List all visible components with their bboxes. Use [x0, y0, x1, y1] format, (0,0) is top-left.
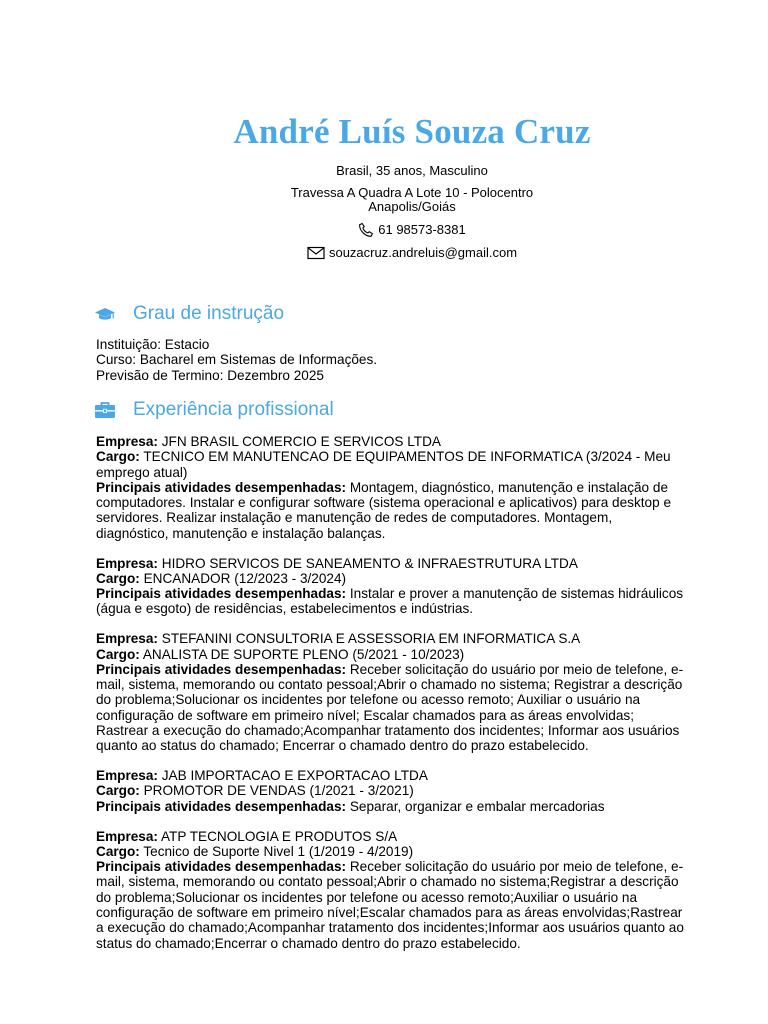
company-label: Empresa: — [96, 434, 158, 449]
experience-title: Experiência profissional — [133, 399, 334, 420]
graduation-cap-icon — [94, 304, 120, 324]
activities-label: Principais atividades desempenhadas: — [96, 479, 347, 495]
job-activities-line — [96, 480, 686, 541]
job-activities: Instalar e prover a manutenção de sistemas hidráulicos (água e esgoto) de residências, estabelecimentos e indústrias. — [96, 586, 684, 617]
phone-row — [28, 222, 768, 241]
job-role-line — [96, 783, 686, 798]
job-role-line — [96, 844, 686, 859]
role-label: Cargo: — [96, 843, 140, 859]
activities-label: Principais atividades desempenhadas: — [96, 586, 347, 602]
job-role: ANALISTA DE SUPORTE PLENO (5/2021 - 10/2023) — [142, 646, 465, 662]
job-activities: Separar, organizar e embalar mercadorias — [349, 798, 605, 814]
candidate-name: André Luís Souza Cruz — [233, 112, 591, 151]
job-role: TECNICO EM MANUTENCAO DE EQUIPAMENTOS DE INFORMATICA (3/2024 - Meu emprego atual) — [96, 449, 671, 480]
education-completion: Previsão de Termino: Dezembro 2025 — [96, 367, 324, 383]
job-company: HIDRO SERVICOS DE SANEAMENTO & INFRAESTRUTURA LTDA — [161, 555, 578, 571]
job-role: ENCANADOR (12/2023 - 3/2024) — [143, 570, 347, 586]
job-role-line — [96, 449, 686, 480]
activities-label: Principais atividades desempenhadas: — [96, 859, 347, 875]
job-role-line — [96, 647, 686, 662]
education-details — [96, 337, 686, 383]
job-activities: Receber solicitação do usuário por meio de telefone, e-mail, sistema, memorando ou contato pessoal;Abrir o chamado no sistema;Registrar a descrição do problema;Solucionar os incidentes por telefone ou acesso remoto;Auxiliar o usuário na configuração de software em primeiro nível;Escalar chamados para as áreas envolvidas;Rastrear a execução do chamado;Acompanhar tratamento dos incidentes;Informar aos usuários quanto ao status do chamado;Encerrar o chamado dentro do prazo estabelecido. — [96, 859, 684, 951]
job-company-line — [96, 768, 686, 783]
job-role-line — [96, 571, 686, 586]
email-address[interactable]: souzacruz.andreluis@gmail.com — [328, 245, 518, 260]
company-label: Empresa: — [96, 555, 158, 571]
activities-label: Principais atividades desempenhadas: — [96, 798, 347, 814]
job-company-line — [96, 556, 686, 571]
job-company: JAB IMPORTACAO E EXPORTACAO LTDA — [161, 768, 428, 784]
role-label: Cargo: — [96, 646, 140, 662]
job-company-line — [96, 434, 686, 449]
job-role: PROMOTOR DE VENDAS (1/2021 - 3/2021) — [143, 783, 414, 799]
phone-number[interactable]: 61 98573-8381 — [378, 222, 466, 237]
job-activities: Receber solicitação do usuário por meio de telefone, e-mail, sistema, memorando ou contato pessoal;Abrir o chamado no sistema; Registrar a descrição do problema;Solucionar os incidentes por telefone ou acesso remoto; Auxiliar o usuário na configuração de software em primeiro nível; Escalar chamados para as áreas envolvidas; Rastrear a execução do chamado;Acompanhar tratamento dos incidentes; Informar aos usuários quanto ao status do chamado; Encerrar o chamado dentro do prazo estabelecido. — [96, 661, 684, 754]
company-label: Empresa: — [96, 828, 158, 844]
company-label: Empresa: — [96, 631, 158, 647]
job-company-line — [96, 829, 686, 844]
job-activities-line — [96, 586, 686, 617]
briefcase-icon — [94, 400, 120, 420]
email-row — [28, 246, 768, 263]
experience-list — [96, 434, 686, 965]
personal-info: Brasil, 35 anos, Masculino — [336, 163, 488, 178]
job-activities-line — [96, 859, 686, 951]
job-entry — [96, 434, 686, 541]
education-course: Curso: Bacharel em Sistemas de Informações. — [96, 352, 378, 368]
phone-icon — [358, 222, 374, 238]
role-label: Cargo: — [96, 449, 140, 465]
education-institution: Instituição: Estacio — [96, 337, 210, 352]
job-entry — [96, 631, 686, 753]
job-company: STEFANINI CONSULTORIA E ASSESSORIA EM INFORMATICA S.A — [161, 631, 581, 647]
address-line-1: Travessa A Quadra A Lote 10 - Polocentro — [290, 185, 534, 200]
job-entry — [96, 556, 686, 617]
activities-label: Principais atividades desempenhadas: — [96, 661, 347, 677]
job-activities-line — [96, 799, 686, 814]
experience-heading — [94, 399, 334, 421]
role-label: Cargo: — [96, 783, 140, 799]
job-activities-line — [96, 662, 686, 754]
job-role: Tecnico de Suporte Nivel 1 (1/2019 - 4/2019) — [143, 843, 414, 859]
education-title: Grau de instrução — [133, 303, 285, 324]
job-entry — [96, 768, 686, 814]
job-company-line — [96, 631, 686, 646]
job-company: ATP TECNOLOGIA E PRODUTOS S/A — [161, 828, 398, 844]
job-entry — [96, 829, 686, 951]
education-heading — [94, 303, 284, 325]
role-label: Cargo: — [96, 570, 140, 586]
job-company: JFN BRASIL COMERCIO E SERVICOS LTDA — [161, 434, 441, 449]
company-label: Empresa: — [96, 768, 158, 784]
address-line-2: Anapolis/Goiás — [368, 199, 456, 214]
job-activities: Montagem, diagnóstico, manutenção e instalação de computadores. Instalar e configurar software (sistema operacional e aplicativos) para desktop e servidores. Realizar instalação e manutenção de redes de computadores. Montagem, diagnóstico, manutenção e instalação balanças. — [96, 479, 672, 541]
envelope-icon — [307, 246, 325, 260]
